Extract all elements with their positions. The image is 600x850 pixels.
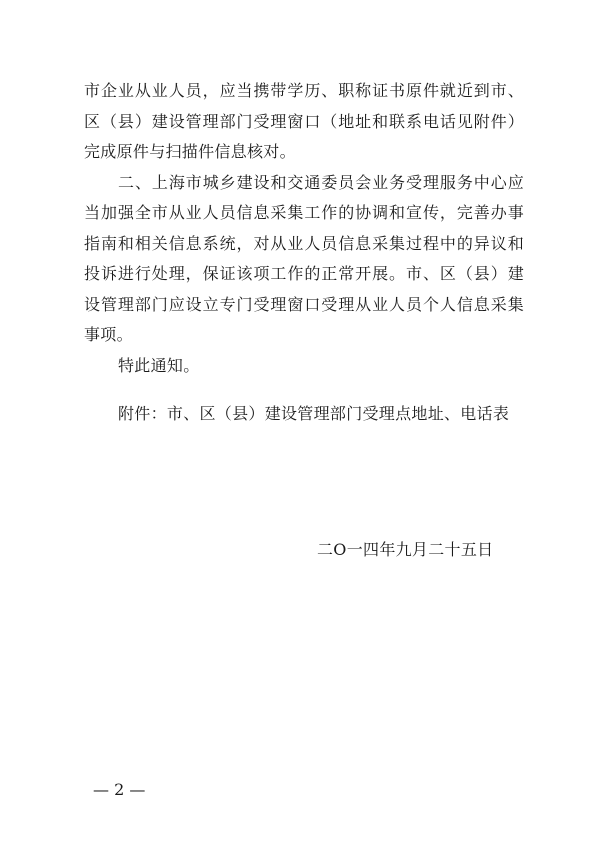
attachment-line: 附件：市、区（县）建设管理部门受理点地址、电话表 [118,404,510,423]
notice-closing: 特此通知。 [118,355,200,375]
issue-date: 二O一四年九月二十五日 [317,540,494,559]
paragraph-continuation: 市企业从业人员，应当携带学历、职称证书原件就近到市、区（县）建设管理部门受理窗口（地址和联系电话见附件）完成原件与扫描件信息核对。 [84,81,524,161]
page-number: — 2 — [93,780,146,799]
document-body [84,76,524,430]
paragraph-two: 二、上海市城乡建设和交通委员会业务受理服务中心应当加强全市从业人员信息采集工作的协调和宣传，完善办事指南和相关信息系统，对从业人员信息采集过程中的异议和投诉进行处理，保证该项工作的正常开展。市、区（县）建设管理部门应设立专门受理窗口受理从业人员个人信息采集事项。 [84,172,524,344]
